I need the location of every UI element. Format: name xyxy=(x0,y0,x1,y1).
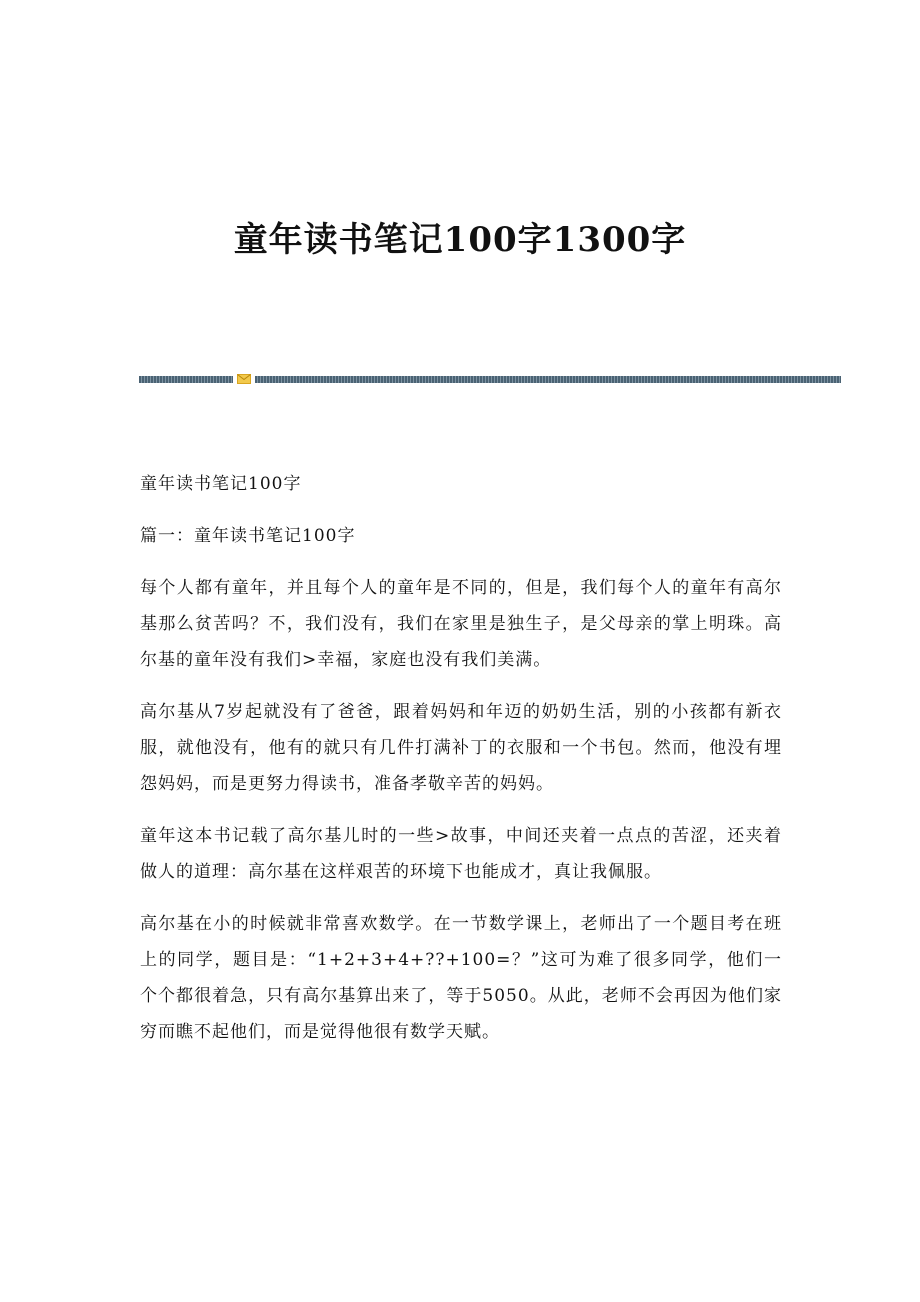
title-divider xyxy=(139,372,841,386)
divider-bar-right xyxy=(255,376,841,383)
body-paragraph: 高尔基从7岁起就没有了爸爸，跟着妈妈和年迈的奶奶生活，别的小孩都有新衣服，就他没有，他有的就只有几件打满补丁的衣服和一个书包。然而，他没有埋怨妈妈，而是更努力得读书，准备孝敬辛苦的妈妈。 xyxy=(140,702,782,794)
envelope-icon xyxy=(237,373,251,385)
page-title: 童年读书笔记100字1300字 xyxy=(233,220,687,260)
section-heading: 童年读书笔记100字 xyxy=(140,474,302,494)
document-body xyxy=(140,466,782,1066)
body-paragraph: 每个人都有童年，并且每个人的童年是不同的，但是，我们每个人的童年有高尔基那么贫苦吗？不，我们没有，我们在家里是独生子，是父母亲的掌上明珠。高尔基的童年没有我们>幸福，家庭也没有我们美满。 xyxy=(140,578,782,670)
chapter-heading: 篇一：童年读书笔记100字 xyxy=(140,526,356,546)
body-paragraph: 高尔基在小的时候就非常喜欢数学。在一节数学课上，老师出了一个题目考在班上的同学，题目是：“1+2+3+4+??+100=？”这可为难了很多同学，他们一个个都很着急，只有高尔基算出来了，等于5050。从此，老师不会再因为他们家穷而瞧不起他们，而是觉得他很有数学天赋。 xyxy=(140,914,782,1042)
divider-bar-left xyxy=(139,376,233,383)
body-paragraph: 童年这本书记载了高尔基儿时的一些>故事，中间还夹着一点点的苦涩，还夹着做人的道理：高尔基在这样艰苦的环境下也能成才，真让我佩服。 xyxy=(140,826,782,882)
